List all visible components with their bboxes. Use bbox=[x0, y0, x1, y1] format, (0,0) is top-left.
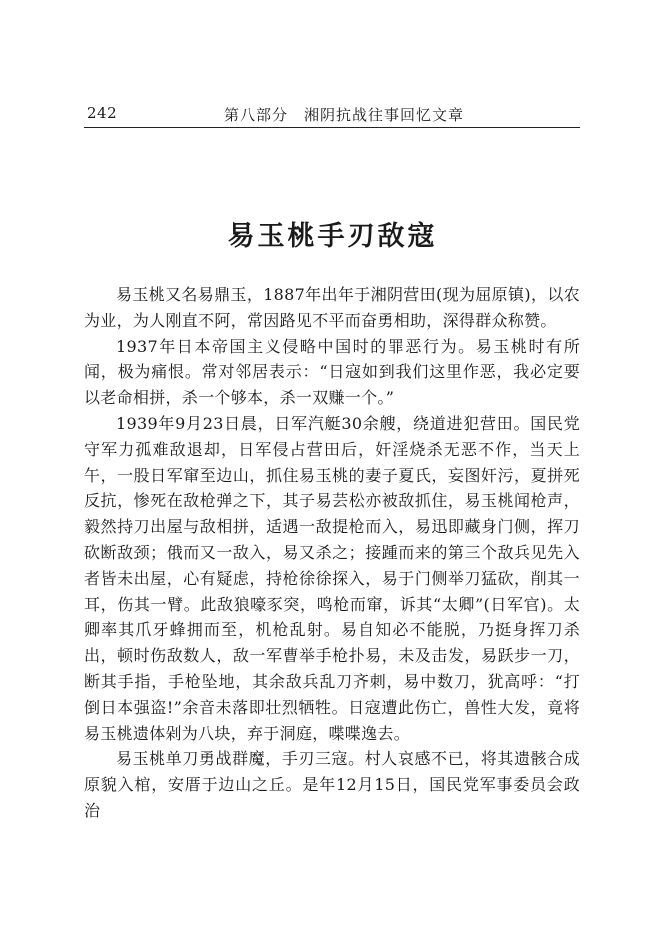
article-title: 易玉桃手刃敌寇 bbox=[227, 221, 438, 253]
paragraph: 易玉桃单刀勇战群魔，手刃三寇。村人哀感不已，将其遗骸合成原貌入棺，安厝于边山之丘。是年12月15日，国民党军事委员会政治 bbox=[84, 749, 580, 820]
page-number: 242 bbox=[87, 104, 118, 122]
paragraph: 1937年日本帝国主义侵略中国时的罪恶行为。易玉桃时有所闻，极为痛恨。常对邻居表示：“日寇如到我们这里作恶，我必定要以老命相拼，杀一个够本，杀一双赚一个。” bbox=[84, 336, 580, 408]
running-header-title: 第八部分 湘阴抗战往事回忆文章 bbox=[224, 106, 465, 124]
page-header bbox=[84, 101, 580, 128]
paragraph: 易玉桃又名易鼎玉，1887年出年于湘阴营田(现为屈原镇)，以农为业，为人刚直不阿，常因路见不平而奋勇相助，深得群众称赞。 bbox=[84, 285, 580, 330]
paragraph: 1939年9月23日晨，日军汽艇30余艘，绕道进犯营田。国民党守军力孤难敌退却，日军侵占营田后，奸淫烧杀无恶不作，当天上午，一股日军窜至边山，抓住易玉桃的妻子夏氏，妄图奸污，夏拼死反抗，惨死在敌枪弹之下，其子易芸松亦被敌抓住，易玉桃闻枪声，毅然持刀出屋与敌相拼，适遇一敌提枪而入，易迅即藏身门侧，挥刀砍断敌颈；俄而又一敌入，易又杀之；接踵而来的第三个敌兵见先入者皆未出屋，心有疑虑，持枪徐徐探入，易于门侧举刀猛砍，削其一耳，伤其一臂。此敌狼嚎豕突，鸣枪而窜，诉其“太卿”(日军官)。太卿率其爪牙蜂拥而至，机枪乱射。易自知必不能脱，乃挺身挥刀杀出，顿时伤敌数人，敌一军曹举手枪扑易，未及击发，易跃步一刀，断其手指，手枪坠地，其余敌兵乱刀齐刺，易中数刀，犹高呼：“打倒日本强盗!”余音未落即壮烈牺牲。日寇遭此伤亡，兽性大发，竟将易玉桃遗体剁为八块，弃于洞庭，喋喋逸去。 bbox=[84, 413, 580, 743]
article-body bbox=[84, 282, 580, 824]
